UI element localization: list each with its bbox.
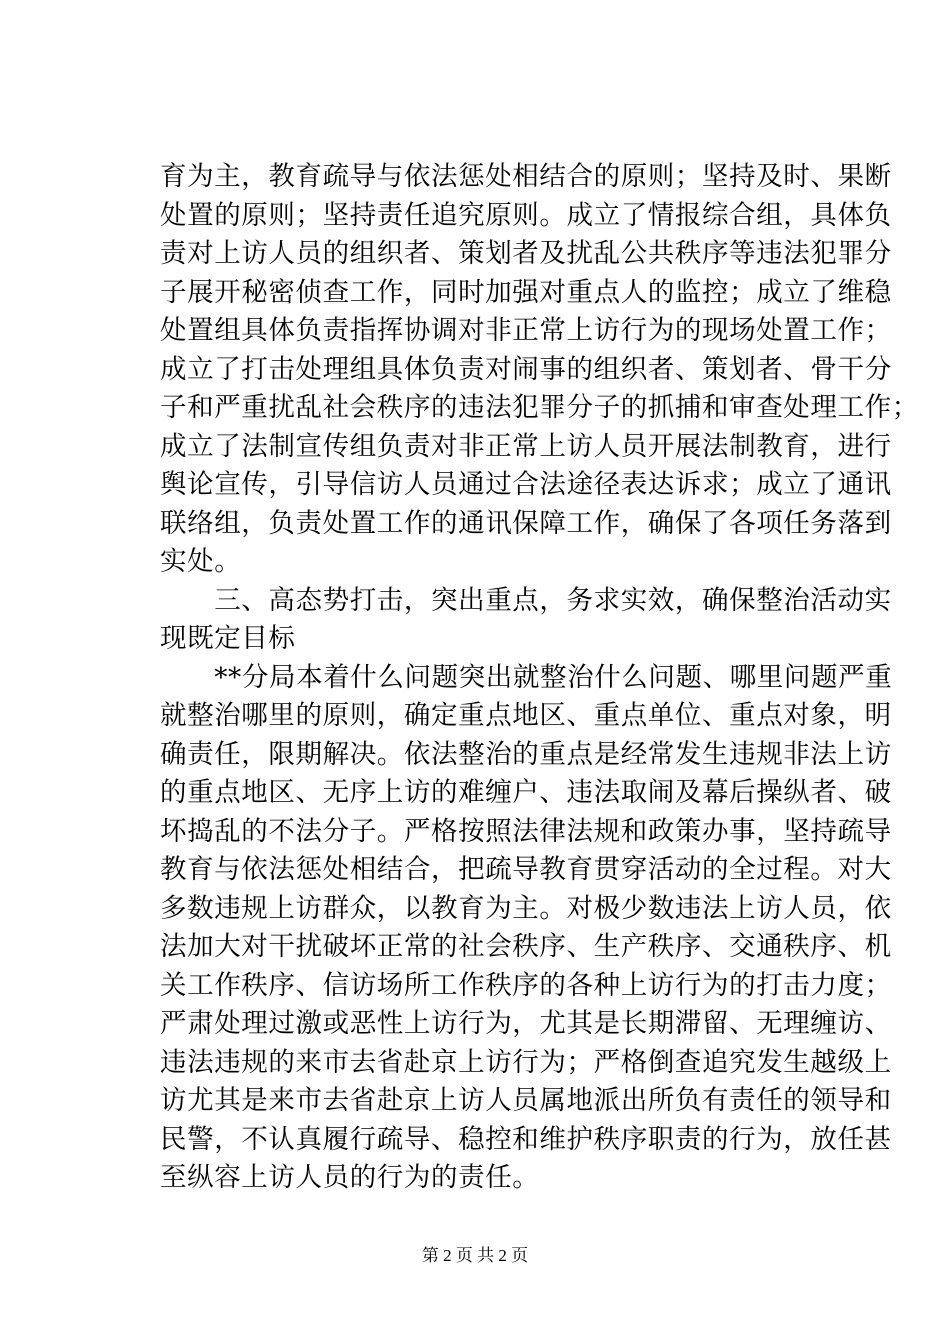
text-line: 的重点地区、无序上访的难缠户、违法取闹及幕后操纵者、破 — [160, 777, 892, 808]
text-line: 严肃处理过激或恶性上访行为，尤其是长期滞留、无理缠访、 — [160, 1008, 892, 1039]
text-line: 访尤其是来市去省赴京上访人员属地派出所负有责任的领导和 — [160, 1085, 892, 1116]
text-line: 成立了法制宣传组负责对非正常上访人员开展法制教育，进行 — [160, 430, 892, 462]
text-line: 实处。 — [160, 546, 242, 577]
text-line: **分局本着什么问题突出就整治什么问题、哪里问题严重 — [160, 661, 893, 693]
text-line: 责对上访人员的组织者、策划者及扰乱公共秩序等违法犯罪分 — [160, 238, 892, 269]
text-line: 坏捣乱的不法分子。严格按照法律法规和政策办事，坚持疏导 — [160, 815, 892, 847]
text-line: 教育与依法惩处相结合，把疏导教育贯穿活动的全过程。对大 — [160, 854, 892, 885]
text-line: 法加大对干扰破坏正常的社会秩序、生产秩序、交通秩序、机 — [160, 931, 892, 962]
page-footer: 第 2 页 共 2 页 — [421, 1246, 529, 1265]
text-line: 育为主，教育疏导与依法惩处相结合的原则；坚持及时、果断 — [160, 161, 892, 192]
text-line: 处置组具体负责指挥协调对非正常上访行为的现场处置工作； — [160, 315, 892, 346]
text-line: 处置的原则；坚持责任追究原则。成立了情报综合组，具体负 — [160, 199, 892, 231]
section-heading-line: 现既定目标 — [160, 623, 296, 654]
text-line: 民警，不认真履行疏导、稳控和维护秩序职责的行为，放任甚 — [160, 1123, 892, 1155]
text-line: 确责任，限期解决。依法整治的重点是经常发生违规非法上访 — [160, 738, 892, 770]
text-line: 舆论宣传，引导信访人员通过合法途径表达诉求；成立了通讯 — [160, 469, 892, 500]
text-line: 违法违规的来市去省赴京上访行为；严格倒查追究发生越级上 — [160, 1046, 892, 1078]
body-text — [160, 158, 919, 1198]
text-line: 至纵容上访人员的行为的责任。 — [160, 1162, 540, 1193]
text-line: 子展开秘密侦查工作，同时加强对重点人的监控；成立了维稳 — [160, 276, 892, 308]
text-line: 就整治哪里的原则，确定重点地区、重点单位、重点对象，明 — [160, 700, 892, 731]
text-line: 子和严重扰乱社会秩序的违法犯罪分子的抓捕和审查处理工作； — [160, 392, 919, 423]
section-heading-line: 三、高态势打击，突出重点，务求实效，确保整治活动实 — [160, 584, 892, 616]
text-line: 成立了打击处理组具体负责对闹事的组织者、策划者、骨干分 — [160, 353, 892, 385]
text-line: 关工作秩序、信访场所工作秩序的各种上访行为的打击力度； — [160, 969, 892, 1001]
text-line: 多数违规上访群众，以教育为主。对极少数违法上访人员，依 — [160, 892, 892, 924]
text-line: 联络组，负责处置工作的通讯保障工作，确保了各项任务落到 — [160, 507, 892, 539]
